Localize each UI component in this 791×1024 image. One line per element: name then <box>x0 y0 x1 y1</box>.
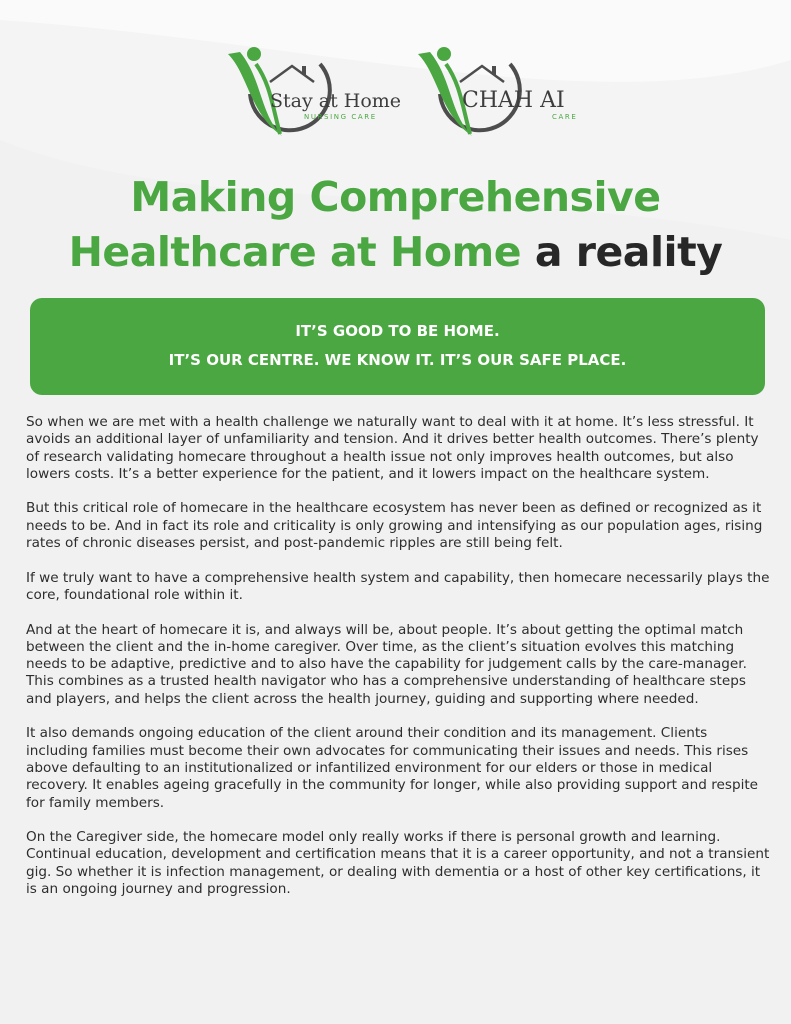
headline-dark-part: a reality <box>534 228 723 276</box>
stay-at-home-logo-text: Stay at Home <box>270 90 402 112</box>
paragraph-6: On the Caregiver side, the homecare model only really works if there is personal growth and learning. Continual education, development and certification means that it is a career opportunity, and not a transient gig. So whether it is infection management, or dealing with dementia or a host of other key certifications, it is an ongoing journey and progression. <box>26 829 770 898</box>
paragraph-4: And at the heart of homecare it is, and always will be, about people. It’s about getting the optimal match between the client and the in-home caregiver. Over time, as the client’s situation evolves this matching needs to be adaptive, predictive and to also have the capability for judgement calls by the care-manager. This combines as a trusted health navigator who has a comprehensive understanding of healthcare steps and players, and helps the client across the health journey, guiding and supporting where needed. <box>26 621 747 707</box>
chah-ai-logo <box>410 44 590 149</box>
chah-ai-logo-text: CHAH AI <box>462 88 565 113</box>
banner-line-2: IT’S OUR CENTRE. WE KNOW IT. IT’S OUR SAFE PLACE. <box>168 351 627 369</box>
stay-at-home-logo <box>220 44 410 149</box>
page-headline <box>0 170 791 280</box>
chah-ai-logo-sub: CARE <box>552 113 578 121</box>
banner-line-1: IT’S GOOD TO BE HOME. <box>295 322 500 340</box>
paragraph-5: It also demands ongoing education of the client around their condition and its management. Clients including families must become their own advocates for communicating their issues and needs. This rises above defaulting to an institutionalized or infantilized environment for our elders or those in medical recovery. It enables ageing gracefully in the community for longer, while also providing support and respite for family members. <box>26 725 759 811</box>
headline-green-part: Healthcare at Home <box>68 228 522 276</box>
article-body <box>26 414 771 916</box>
paragraph-3: If we truly want to have a comprehensive health system and capability, then homecare necessarily plays the core, foundational role within it. <box>26 569 770 603</box>
paragraph-2: But this critical role of homecare in the healthcare ecosystem has never been as defined or recognized as it needs to be. And in fact its role and criticality is only growing and intensifying as our population ages, rising rates of chronic diseases persist, and post-pandemic ripples are still being felt. <box>26 500 763 552</box>
headline-line-1: Making Comprehensive <box>130 173 661 221</box>
headline-line-2 <box>0 225 791 280</box>
stay-at-home-logo-sub: NURSING CARE <box>304 113 377 121</box>
logo-bar <box>0 44 791 154</box>
paragraph-1: So when we are met with a health challenge we naturally want to deal with it at home. It’s less stressful. It avoids an additional layer of unfamiliarity and tension. And it drives better health outcomes. There’s plenty of research validating homecare throughout a health issue not only improves health outcomes, but also lowers costs. It’s a better experience for the patient, and it lowers impact on the healthcare system. <box>26 414 759 482</box>
tagline-banner <box>30 298 765 395</box>
